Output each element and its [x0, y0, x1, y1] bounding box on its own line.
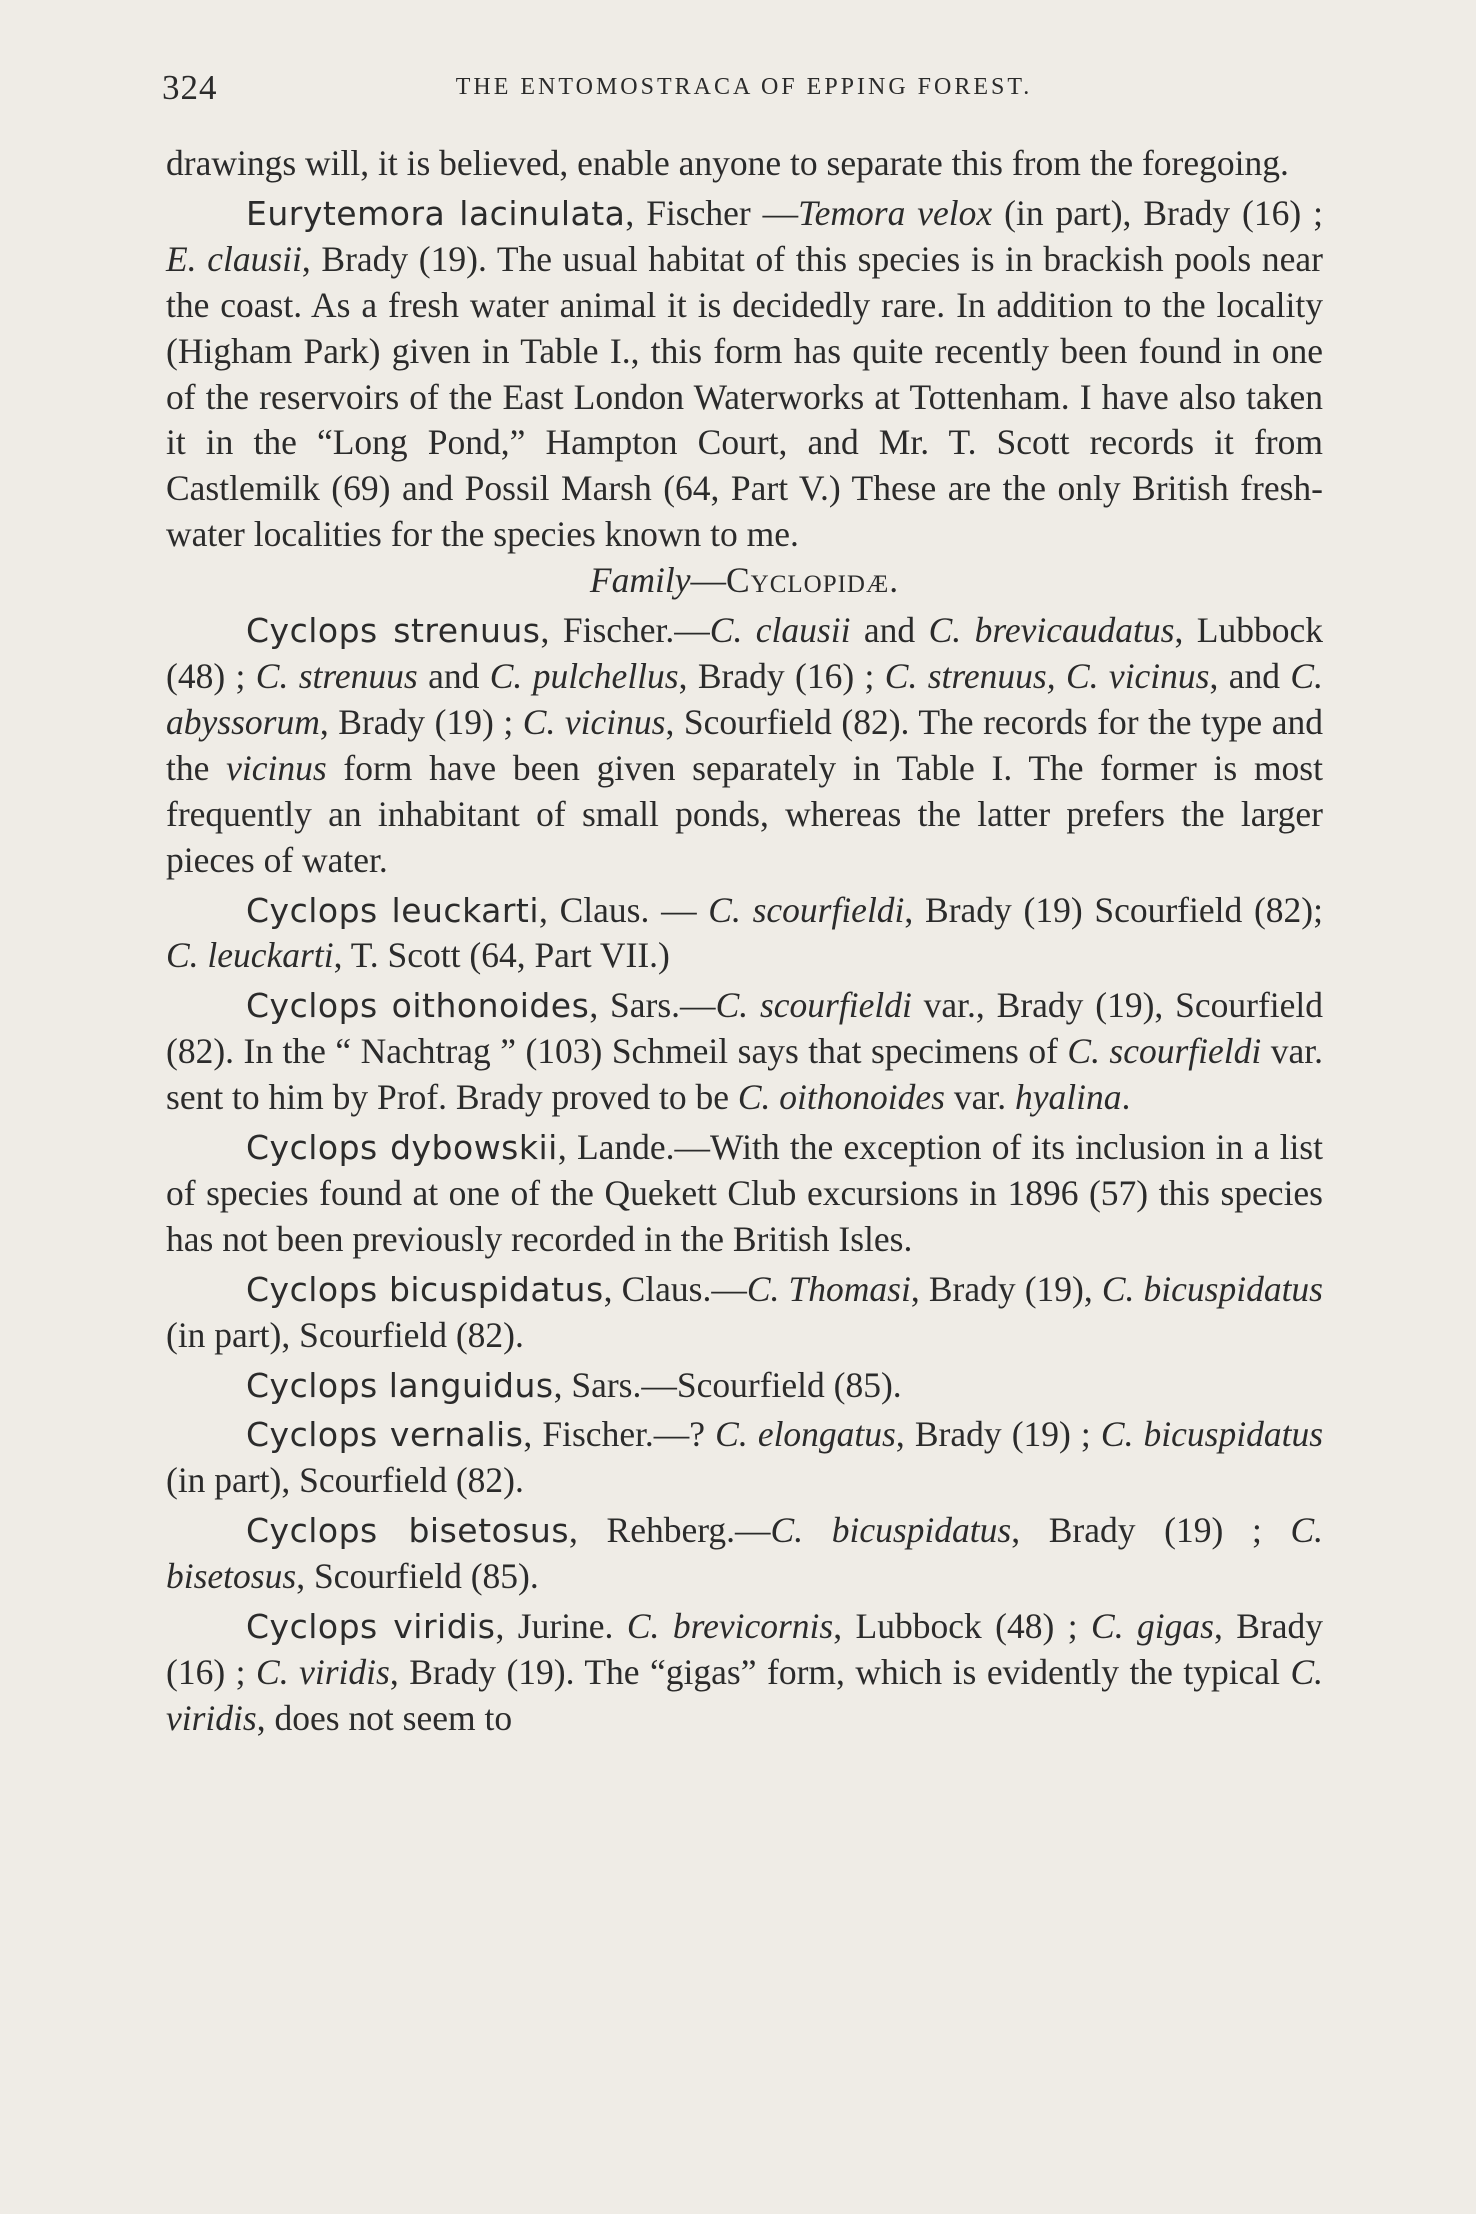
- text-run: , Lubbock (48) ;: [833, 1606, 1092, 1647]
- text-run: , Fischer.—?: [523, 1414, 716, 1455]
- text-run: (in part), Scourfield (82).: [166, 1460, 524, 1501]
- text-run: , and: [1209, 655, 1291, 696]
- species-paragraph: [166, 888, 1323, 980]
- species-paragraph: [166, 1604, 1323, 1742]
- italic-text: C. brevicornis: [626, 1606, 834, 1647]
- species-paragraph: [166, 1412, 1323, 1504]
- text-run: , Fischer.—: [540, 610, 710, 651]
- text-run: , Rehberg.—: [569, 1510, 771, 1551]
- page-number: 324: [162, 68, 218, 107]
- italic-text: E. clausii: [166, 238, 302, 279]
- text-run: .: [1121, 1077, 1131, 1118]
- page-header: [162, 68, 1326, 118]
- text-run: , Sars.—: [589, 985, 716, 1026]
- italic-text: Family: [589, 560, 691, 601]
- italic-text: Temora velox: [798, 192, 993, 233]
- italic-text: C. vicinus: [522, 701, 666, 742]
- species-name: Cyclops bisetosus: [246, 1511, 570, 1551]
- italic-text: C. strenuus, C. vicinus: [884, 655, 1210, 696]
- species-paragraph: [166, 1508, 1323, 1600]
- italic-text: C. pulchellus: [489, 655, 679, 696]
- species-paragraph: [166, 1363, 1323, 1409]
- species-paragraph: [166, 191, 1323, 558]
- text-run: var. sent to him by Prof. Brady proved to be: [166, 1031, 1324, 1118]
- italic-text: C. viridis: [166, 1652, 1324, 1738]
- text-run: , Fischer —: [625, 192, 799, 233]
- italic-text: C. Thomasi: [746, 1268, 911, 1309]
- italic-text: C. brevicaudatus: [928, 610, 1175, 651]
- text-run: var., Brady (19), Scourfield (82). In the “ Nachtrag ” (103) Schmeil says that specimens of: [166, 985, 1324, 1072]
- text-run: , Brady (19) ;: [319, 701, 523, 742]
- italic-text: C. leuckarti: [166, 935, 334, 976]
- species-name: Cyclops strenuus: [246, 611, 541, 651]
- paragraph: [166, 141, 1323, 187]
- text-run: , does not seem to: [256, 1697, 513, 1738]
- italic-text: C. bicuspidatus: [1101, 1268, 1324, 1309]
- text-run: drawings will, it is believed, enable anyone to separate this from the foregoing.: [166, 143, 1289, 183]
- italic-text: C. gigas: [1091, 1606, 1214, 1647]
- species-name: Cyclops languidus: [246, 1365, 554, 1405]
- species-name: Cyclops dybowskii: [246, 1128, 558, 1168]
- text-run: , Brady (19) ;: [895, 1414, 1101, 1455]
- text-run: , Brady (19). The usual habitat of this species is in brackish pools near the coast. As a fresh water animal it is decidedly rare. In addition to the locality (Higham Park) given in Table I., this form has quite recently been found in one of the reservoirs of the East London Waterworks at Tottenham. I have also taken it in the “Long Pond,” Hampton Court, and Mr. T. Scott records it from Castlemilk (69) and Possil Marsh (64, Part V.) These are the only British fresh-water localities for the species known to me.: [166, 238, 1323, 555]
- species-paragraph: [166, 1267, 1323, 1359]
- italic-text: C. abyssorum: [166, 655, 1323, 742]
- italic-text: C. scourfieldi: [708, 889, 905, 930]
- text-run: , Lubbock (48) ;: [166, 610, 1323, 696]
- text-run: , Brady (16) ;: [678, 655, 885, 696]
- text-run: form have been given separately in Table I. The former is most frequently an inhabitant of small ponds, whereas the latter prefers the larger pieces of water.: [166, 747, 1323, 880]
- running-title: THE ENTOMOSTRACA OF EPPING FOREST.: [455, 74, 1033, 100]
- text-run: , Brady (19),: [910, 1268, 1102, 1309]
- species-name: Cyclops vernalis: [246, 1415, 524, 1455]
- text-run: , Brady (19). The “gigas” form, which is evidently the typical: [389, 1652, 1291, 1692]
- text-run: var.: [944, 1077, 1015, 1118]
- species-paragraph: [166, 983, 1323, 1121]
- species-name: Cyclops bicuspidatus: [246, 1269, 604, 1309]
- italic-text: C. bisetosus: [166, 1510, 1324, 1597]
- italic-text: C. scourfieldi: [1067, 1031, 1262, 1072]
- text-run: , Jurine.: [495, 1606, 627, 1647]
- text-run: , Brady (19) Scourfield (82);: [904, 889, 1323, 930]
- text-run: (in part), Brady (16) ;: [992, 192, 1323, 233]
- small-caps-text: Cyclopidæ.: [725, 560, 900, 601]
- species-name: Cyclops oithonoides: [246, 986, 590, 1026]
- body-text: [166, 141, 1323, 1742]
- text-run: , Brady (16) ;: [166, 1606, 1323, 1692]
- species-paragraph: [166, 1125, 1323, 1263]
- species-paragraph: [166, 608, 1323, 883]
- italic-text: C. bicuspidatus: [1100, 1414, 1324, 1455]
- text-run: —: [690, 560, 726, 601]
- text-run: , Lande.—With the exception of its inclusion in a list of species found at one of the Quekett Club excursions in 1896 (57) this species has not been previously recorded in the British Isles.: [166, 1127, 1323, 1259]
- section-heading: [166, 558, 1323, 604]
- italic-text: C. clausii: [709, 610, 851, 651]
- italic-text: vicinus: [226, 747, 327, 788]
- text-run: , Claus.—: [603, 1268, 747, 1309]
- text-run: , Sars.—Scourfield (85).: [553, 1364, 902, 1405]
- text-run: , Claus. —: [539, 889, 709, 930]
- species-name: Eurytemora lacinulata: [246, 193, 626, 233]
- text-run: , T. Scott (64, Part VII.): [333, 935, 670, 976]
- text-run: and: [417, 655, 490, 696]
- text-run: , Brady (19) ;: [1011, 1510, 1291, 1551]
- species-name: Cyclops leuckarti: [246, 890, 540, 930]
- italic-text: hyalina: [1014, 1077, 1122, 1118]
- species-name: Cyclops viridis: [246, 1607, 496, 1647]
- italic-text: C. oithonoides: [737, 1077, 945, 1118]
- italic-text: C. viridis: [256, 1652, 390, 1692]
- italic-text: C. bicuspidatus: [770, 1510, 1012, 1551]
- text-run: (in part), Scourfield (82).: [166, 1314, 524, 1355]
- text-run: and: [850, 610, 929, 651]
- italic-text: C. elongatus: [715, 1414, 896, 1455]
- italic-text: C. scourfieldi: [715, 985, 912, 1026]
- text-run: , Scourfield (82). The records for the type and the: [166, 701, 1323, 788]
- text-run: , Scourfield (85).: [296, 1556, 539, 1597]
- italic-text: C. strenuus: [255, 655, 418, 696]
